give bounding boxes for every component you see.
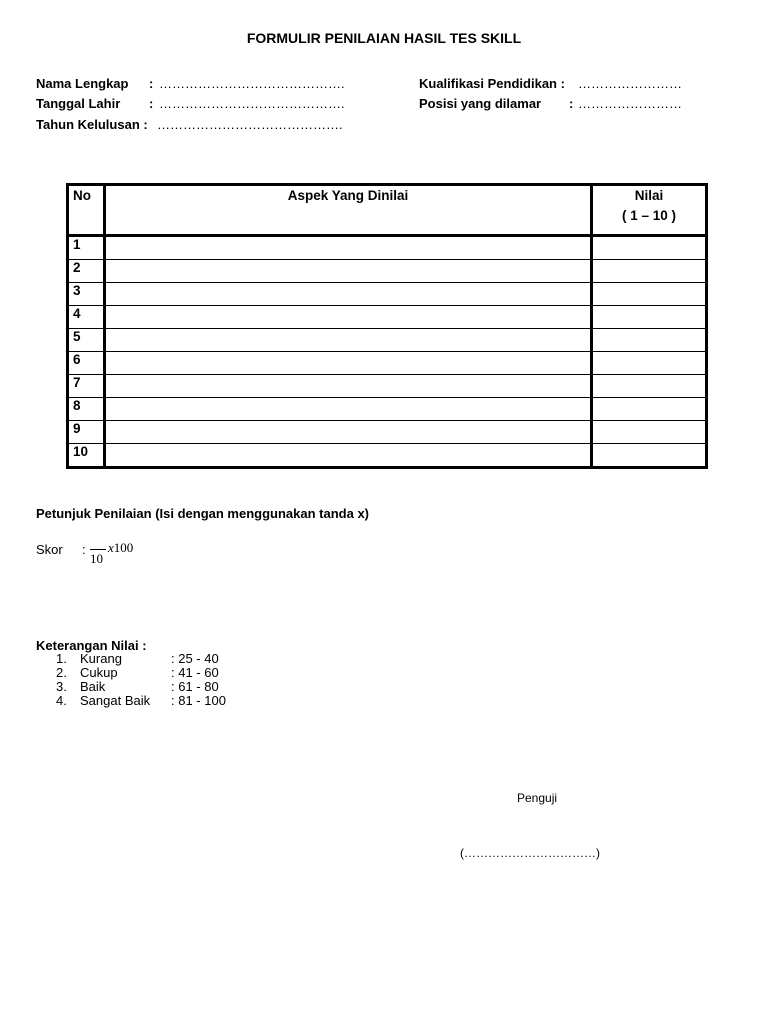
tahun-label: Tahun Kelulusan : [36, 117, 148, 132]
nilai-cell[interactable] [592, 236, 707, 260]
fraction-denominator: 10 [90, 551, 103, 566]
nama-colon: : [149, 76, 154, 91]
nilai-cell[interactable] [592, 375, 707, 398]
nilai-cell[interactable] [592, 444, 707, 468]
header-nilai [592, 185, 707, 236]
grade-label: Sangat Baik [80, 693, 151, 708]
table-row [68, 329, 707, 352]
list-number: 3. [56, 679, 67, 694]
row-number: 1 [68, 236, 105, 260]
header-nilai-label: Nilai [634, 188, 664, 203]
fraction-bar [90, 549, 106, 550]
signature-line[interactable]: (……………………………) [460, 846, 600, 860]
list-number: 1. [56, 651, 67, 666]
aspek-cell[interactable] [105, 260, 592, 283]
petunjuk-heading: Petunjuk Penilaian (Isi dengan menggunakan tanda x) [36, 506, 370, 521]
table-row [68, 421, 707, 444]
nilai-cell[interactable] [592, 398, 707, 421]
grade-label: Kurang [80, 651, 122, 666]
row-number: 4 [68, 306, 105, 329]
keterangan-title: Keterangan Nilai : [36, 638, 147, 653]
row-number: 2 [68, 260, 105, 283]
posisi-field[interactable]: …………………… [578, 96, 682, 111]
aspek-cell[interactable] [105, 375, 592, 398]
skor-colon: : [82, 542, 86, 557]
tanggal-field[interactable]: ……………………………………. [159, 96, 345, 111]
nilai-cell[interactable] [592, 329, 707, 352]
kualifikasi-field[interactable]: …………………… [578, 76, 682, 91]
list-item [56, 666, 226, 680]
row-number: 6 [68, 352, 105, 375]
posisi-colon: : [569, 96, 574, 111]
nilai-cell[interactable] [592, 260, 707, 283]
form-title: FORMULIR PENILAIAN HASIL TES SKILL [246, 30, 522, 46]
table-row [68, 306, 707, 329]
aspek-cell[interactable] [105, 306, 592, 329]
row-number: 3 [68, 283, 105, 306]
table-row [68, 283, 707, 306]
tahun-field[interactable]: ……………………………………. [157, 117, 343, 132]
penguji-label: Penguji [517, 791, 558, 805]
nilai-cell[interactable] [592, 306, 707, 329]
table-row [68, 236, 707, 260]
table-header-row [68, 185, 707, 236]
assessment-table [66, 183, 708, 469]
grade-range: : 81 - 100 [171, 693, 226, 708]
keterangan-list [56, 652, 226, 708]
nama-label: Nama Lengkap [36, 76, 129, 91]
fraction-multiplier [108, 540, 133, 556]
multiplier-variable: x [108, 540, 114, 555]
aspek-cell[interactable] [105, 352, 592, 375]
nilai-cell[interactable] [592, 283, 707, 306]
grade-range: : 25 - 40 [171, 651, 219, 666]
nama-field[interactable]: ……………………………………. [159, 76, 345, 91]
aspek-cell[interactable] [105, 236, 592, 260]
row-number: 5 [68, 329, 105, 352]
multiplier-value: 100 [113, 540, 134, 555]
list-number: 2. [56, 665, 67, 680]
row-number: 8 [68, 398, 105, 421]
table-row [68, 375, 707, 398]
header-nilai-range: ( 1 – 10 ) [621, 208, 677, 223]
nilai-cell[interactable] [592, 421, 707, 444]
aspek-cell[interactable] [105, 444, 592, 468]
aspek-cell[interactable] [105, 398, 592, 421]
aspek-cell[interactable] [105, 421, 592, 444]
kualifikasi-label: Kualifikasi Pendidikan : [419, 76, 565, 91]
row-number: 10 [68, 444, 105, 468]
skor-label: Skor [36, 542, 63, 557]
tanggal-colon: : [149, 96, 154, 111]
aspek-cell[interactable] [105, 283, 592, 306]
header-no: No [68, 185, 105, 236]
table-row [68, 444, 707, 468]
list-item [56, 694, 226, 708]
row-number: 7 [68, 375, 105, 398]
grade-range: : 61 - 80 [171, 679, 219, 694]
grade-label: Cukup [80, 665, 118, 680]
aspek-cell[interactable] [105, 329, 592, 352]
grade-range: : 41 - 60 [171, 665, 219, 680]
posisi-label: Posisi yang dilamar [419, 96, 542, 111]
table-row [68, 260, 707, 283]
grade-label: Baik [80, 679, 106, 694]
list-number: 4. [56, 693, 67, 708]
list-item [56, 680, 226, 694]
table-row [68, 398, 707, 421]
row-number: 9 [68, 421, 105, 444]
table-row [68, 352, 707, 375]
list-item [56, 652, 226, 666]
tanggal-label: Tanggal Lahir [36, 96, 121, 111]
nilai-cell[interactable] [592, 352, 707, 375]
header-aspek: Aspek Yang Dinilai [105, 185, 592, 236]
